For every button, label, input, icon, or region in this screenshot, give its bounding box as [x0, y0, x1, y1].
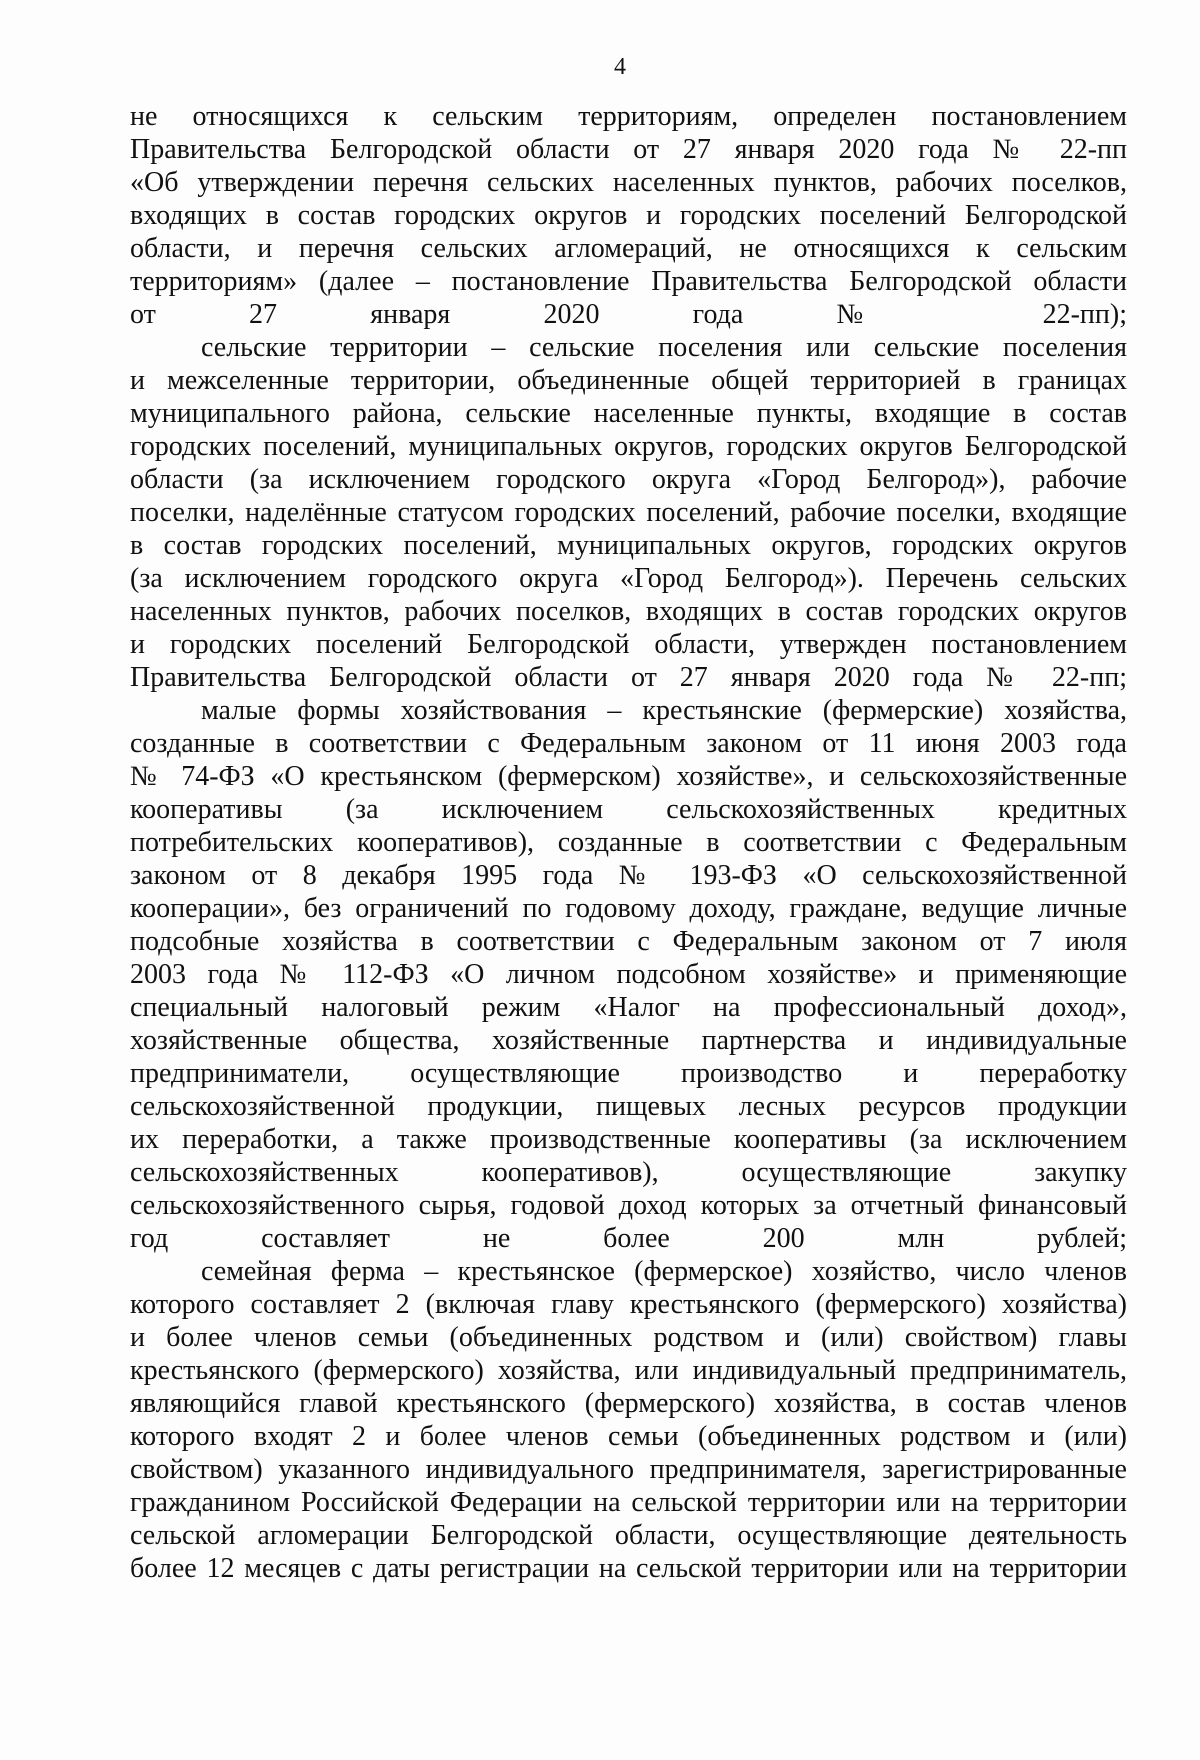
text-line: специальный налоговый режим «Налог на профессиональный доход»,	[130, 992, 1127, 1023]
text-line: сельскохозяйственного сырья, годовой доход которых за отчетный финансовый	[130, 1190, 1127, 1221]
text-line: поселки, наделённые статусом городских поселений, рабочие поселки, входящие	[130, 497, 1127, 528]
text-line: кооперативы (за исключением сельскохозяйственных кредитных	[130, 794, 1127, 825]
text-line: входящих в состав городских округов и городских поселений Белгородской	[130, 200, 1127, 231]
text-line: Правительства Белгородской области от 27 января 2020 года № 22-пп	[130, 134, 1127, 165]
text-line: гражданином Российской Федерации на сельской территории или на территории	[130, 1487, 1127, 1518]
text-line: сельскохозяйственных кооперативов), осуществляющие закупку	[130, 1157, 1127, 1188]
text-line: муниципального района, сельские населенные пункты, входящие в состав	[130, 398, 1127, 429]
text-line: свойством) указанного индивидуального предпринимателя, зарегистрированные	[130, 1454, 1127, 1485]
text-line: сельские территории – сельские поселения или сельские поселения	[201, 332, 1127, 363]
text-line: «Об утверждении перечня сельских населенных пунктов, рабочих поселков,	[130, 167, 1127, 198]
paragraph	[130, 100, 1127, 331]
text-line: № 74-ФЗ «О крестьянском (фермерском) хозяйстве», и сельскохозяйственные	[130, 761, 1127, 792]
page-number: 4	[614, 54, 626, 80]
text-line: которого входят 2 и более членов семьи (объединенных родством и (или)	[130, 1421, 1127, 1452]
text-line: и более членов семьи (объединенных родством и (или) свойством) главы	[130, 1322, 1127, 1353]
paragraph	[130, 694, 1127, 1255]
text-line: потребительских кооперативов), созданные в соответствии с Федеральным	[130, 827, 1127, 858]
text-line: хозяйственные общества, хозяйственные партнерства и индивидуальные	[130, 1025, 1127, 1056]
text-line: кооперации», без ограничений по годовому доходу, граждане, ведущие личные	[130, 893, 1127, 924]
text-line: сельской агломерации Белгородской области, осуществляющие деятельность	[130, 1520, 1127, 1551]
text-line: (за исключением городского округа «Город Белгород»). Перечень сельских	[130, 563, 1127, 594]
paragraph	[130, 331, 1127, 694]
text-line: являющийся главой крестьянского (фермерского) хозяйства, в состав членов	[130, 1388, 1127, 1419]
text-line: семейная ферма – крестьянское (фермерское) хозяйство, число членов	[201, 1256, 1127, 1287]
text-line: созданные в соответствии с Федеральным законом от 11 июня 2003 года	[130, 728, 1127, 759]
text-line: более 12 месяцев с даты регистрации на сельской территории или на территории	[130, 1553, 1127, 1584]
text-line: Правительства Белгородской области от 27 января 2020 года № 22-пп;	[130, 662, 1127, 693]
document-body	[130, 100, 1127, 1585]
text-line: 2003 года № 112-ФЗ «О личном подсобном хозяйстве» и применяющие	[130, 959, 1127, 990]
text-line: области (за исключением городского округа «Город Белгород»), рабочие	[130, 464, 1127, 495]
text-line: населенных пунктов, рабочих поселков, входящих в состав городских округов	[130, 596, 1127, 627]
text-line: сельскохозяйственной продукции, пищевых лесных ресурсов продукции	[130, 1091, 1127, 1122]
text-line: области, и перечня сельских агломераций, не относящихся к сельским	[130, 233, 1127, 264]
text-line: не относящихся к сельским территориям, определен постановлением	[130, 101, 1127, 132]
text-line: в состав городских поселений, муниципальных округов, городских округов	[130, 530, 1127, 561]
text-line: предприниматели, осуществляющие производство и переработку	[130, 1058, 1127, 1089]
text-line: год составляет не более 200 млн рублей;	[130, 1223, 1127, 1254]
text-line: территориям» (далее – постановление Правительства Белгородской области	[130, 266, 1127, 297]
paragraph	[130, 1255, 1127, 1585]
text-line: подсобные хозяйства в соответствии с Федеральным законом от 7 июля	[130, 926, 1127, 957]
text-line: крестьянского (фермерского) хозяйства, или индивидуальный предприниматель,	[130, 1355, 1127, 1386]
text-line: малые формы хозяйствования – крестьянские (фермерские) хозяйства,	[201, 695, 1127, 726]
text-line: которого составляет 2 (включая главу крестьянского (фермерского) хозяйства)	[130, 1289, 1127, 1320]
text-line: и городских поселений Белгородской области, утвержден постановлением	[130, 629, 1127, 660]
text-line: городских поселений, муниципальных округов, городских округов Белгородской	[130, 431, 1127, 462]
text-line: и межселенные территории, объединенные общей территорией в границах	[130, 365, 1127, 396]
text-line: их переработки, а также производственные кооперативы (за исключением	[130, 1124, 1127, 1155]
text-line: от 27 января 2020 года № 22-пп);	[130, 299, 1127, 330]
text-line: законом от 8 декабря 1995 года № 193-ФЗ «О сельскохозяйственной	[130, 860, 1127, 891]
